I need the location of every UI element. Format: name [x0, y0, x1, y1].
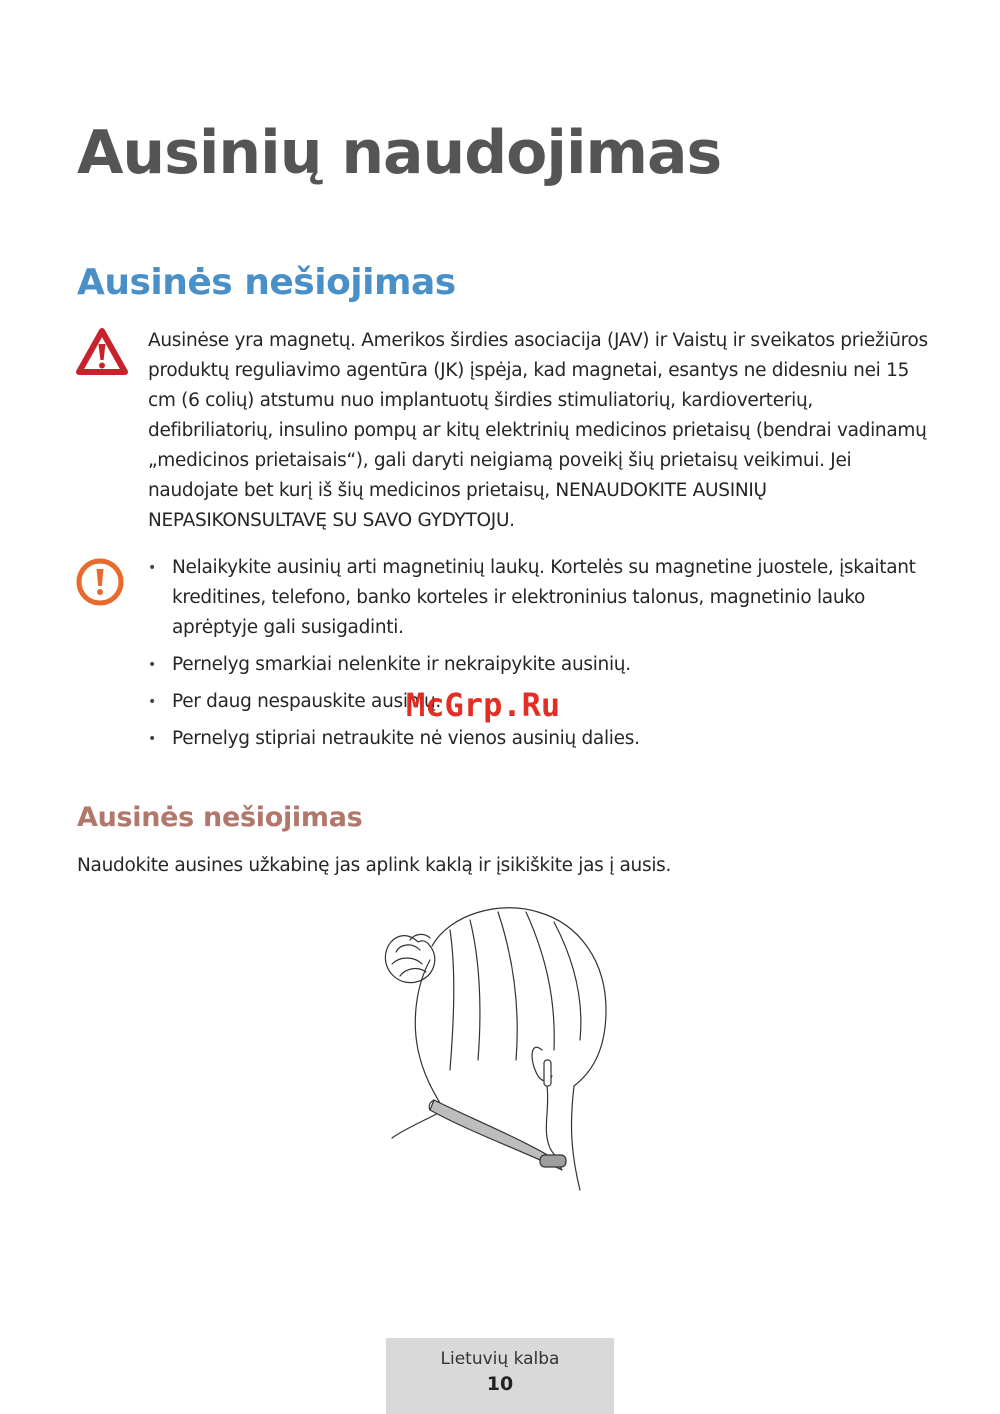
- caution-list: [148, 553, 938, 761]
- footer-language: Lietuvių kalba: [440, 1349, 560, 1369]
- section-title: Ausinės nešiojimas: [77, 262, 456, 303]
- neckband-headset-illustration: [370, 900, 610, 1200]
- warning-triangle-icon: [75, 327, 129, 377]
- page-number: 10: [486, 1373, 514, 1395]
- caution-item: • Pernelyg smarkiai nelenkite ir nekraipykite ausinių.: [148, 650, 938, 680]
- page-footer: [386, 1338, 614, 1414]
- caution-item: • Nelaikykite ausinių arti magnetinių laukų. Kortelės su magnetine juostele, įskaitant kreditines, telefono, banko korteles ir elektroninius talonus, magnetinio lauko aprėptyje gali susigadinti.: [148, 553, 938, 643]
- subsection-text: Naudokite ausines užkabinę jas aplink kaklą ir įsikiškite jas į ausis.: [77, 855, 672, 876]
- watermark: McGrp.Ru: [406, 686, 561, 724]
- subsection-title: Ausinės nešiojimas: [77, 802, 363, 833]
- page-title: Ausinių naudojimas: [77, 118, 722, 188]
- warning-text: Ausinėse yra magnetų. Amerikos širdies asociacija (JAV) ir Vaistų ir sveikatos priežiūros produktų reguliavimo agentūra (JK) įspėja, kad magnetai, esantys ne didesniu nei 15 cm (6 colių) atstumu nuo implantuotų širdies stimuliatorių, kardioverterių, defibriliatorių, insulino pompų ar kitų elektrinių medicinos prietaisų (bendrai vadinamų „medicinos prietaisais“), gali daryti neigiamą poveikį šių prietaisų veikimui. Jei naudojate bet kurį iš šių medicinos prietaisų, NENAUDOKITE AUSINIŲ NEPASIKONSULTAVĘ SU SAVO GYDYTOJU.: [148, 330, 928, 531]
- caution-item: • Pernelyg stipriai netraukite nė vienos ausinių dalies.: [148, 724, 938, 754]
- caution-circle-icon: [75, 557, 125, 607]
- caution-item: • Per daug nespauskite ausinių.: [148, 687, 938, 717]
